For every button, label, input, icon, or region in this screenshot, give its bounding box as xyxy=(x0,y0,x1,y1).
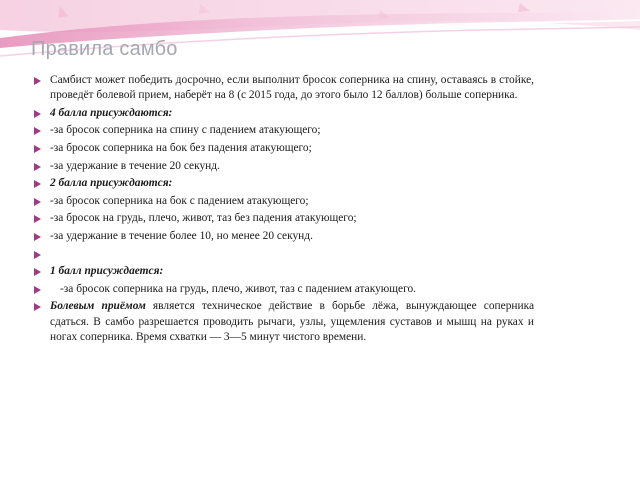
bullet-icon xyxy=(34,251,41,259)
slide-body xyxy=(34,73,534,347)
list-item xyxy=(34,299,534,345)
item-text: -за бросок соперника на бок с падением атакующего; xyxy=(50,194,309,207)
bullet-icon xyxy=(34,163,41,171)
list-item xyxy=(34,159,534,174)
list-item xyxy=(34,194,534,209)
list-item xyxy=(34,211,534,226)
item-text: 4 балла присуждаются: xyxy=(50,106,173,119)
item-text: -за удержание в течение 20 секунд. xyxy=(50,159,220,172)
bullet-icon xyxy=(34,145,41,153)
list-item xyxy=(34,282,534,297)
bullet-icon xyxy=(34,198,41,206)
item-text: 2 балла присуждаются: xyxy=(50,177,173,190)
item-text: -за бросок соперника на грудь, плечо, живот, таз с падением атакующего. xyxy=(60,282,417,295)
slide-title: Правила самбо xyxy=(31,38,178,60)
bullet-icon xyxy=(34,127,41,135)
list-item xyxy=(34,123,534,138)
bullet-icon xyxy=(34,268,41,276)
bullet-icon xyxy=(34,303,41,311)
list-item-heading xyxy=(34,176,534,191)
list-item xyxy=(34,73,534,103)
bullet-icon xyxy=(34,215,41,223)
list-item xyxy=(34,141,534,156)
list-item-heading xyxy=(34,264,534,279)
item-text: -за удержание в течение более 10, но менее 20 секунд. xyxy=(50,229,313,242)
item-lead-term: Болевым приёмом xyxy=(50,300,146,313)
item-text: 1 балл присуждается: xyxy=(50,265,164,278)
item-text: -за бросок на грудь, плечо, живот, таз без падения атакующего; xyxy=(50,212,357,225)
item-text: является техническое действие в борьбе лёжа, вынуждающее соперника сдаться. В самбо разрешается проводить рычаги, узлы, ущемления суставов и мышц на руках и ногах соперника. Время схватки — 3—5 минут чистого времени. xyxy=(50,300,534,343)
bullet-icon xyxy=(34,77,41,85)
item-text: Самбист может победить досрочно, если выполнит бросок соперника на спину, оставаясь в стойке, проведёт болевой прием, наберёт на 8 (с 2015 года, до этого было 12 баллов) больше соперника. xyxy=(50,74,534,102)
bullet-icon xyxy=(34,180,41,188)
list-item-heading xyxy=(34,106,534,121)
bullet-icon xyxy=(34,286,41,294)
list-item xyxy=(34,229,534,244)
bullet-icon xyxy=(34,233,41,241)
bullet-icon xyxy=(34,110,41,118)
item-text: -за бросок соперника на спину с падением атакующего; xyxy=(50,124,321,137)
item-text: -за бросок соперника на бок без падения атакующего; xyxy=(50,141,312,154)
list-item-empty xyxy=(34,247,534,262)
